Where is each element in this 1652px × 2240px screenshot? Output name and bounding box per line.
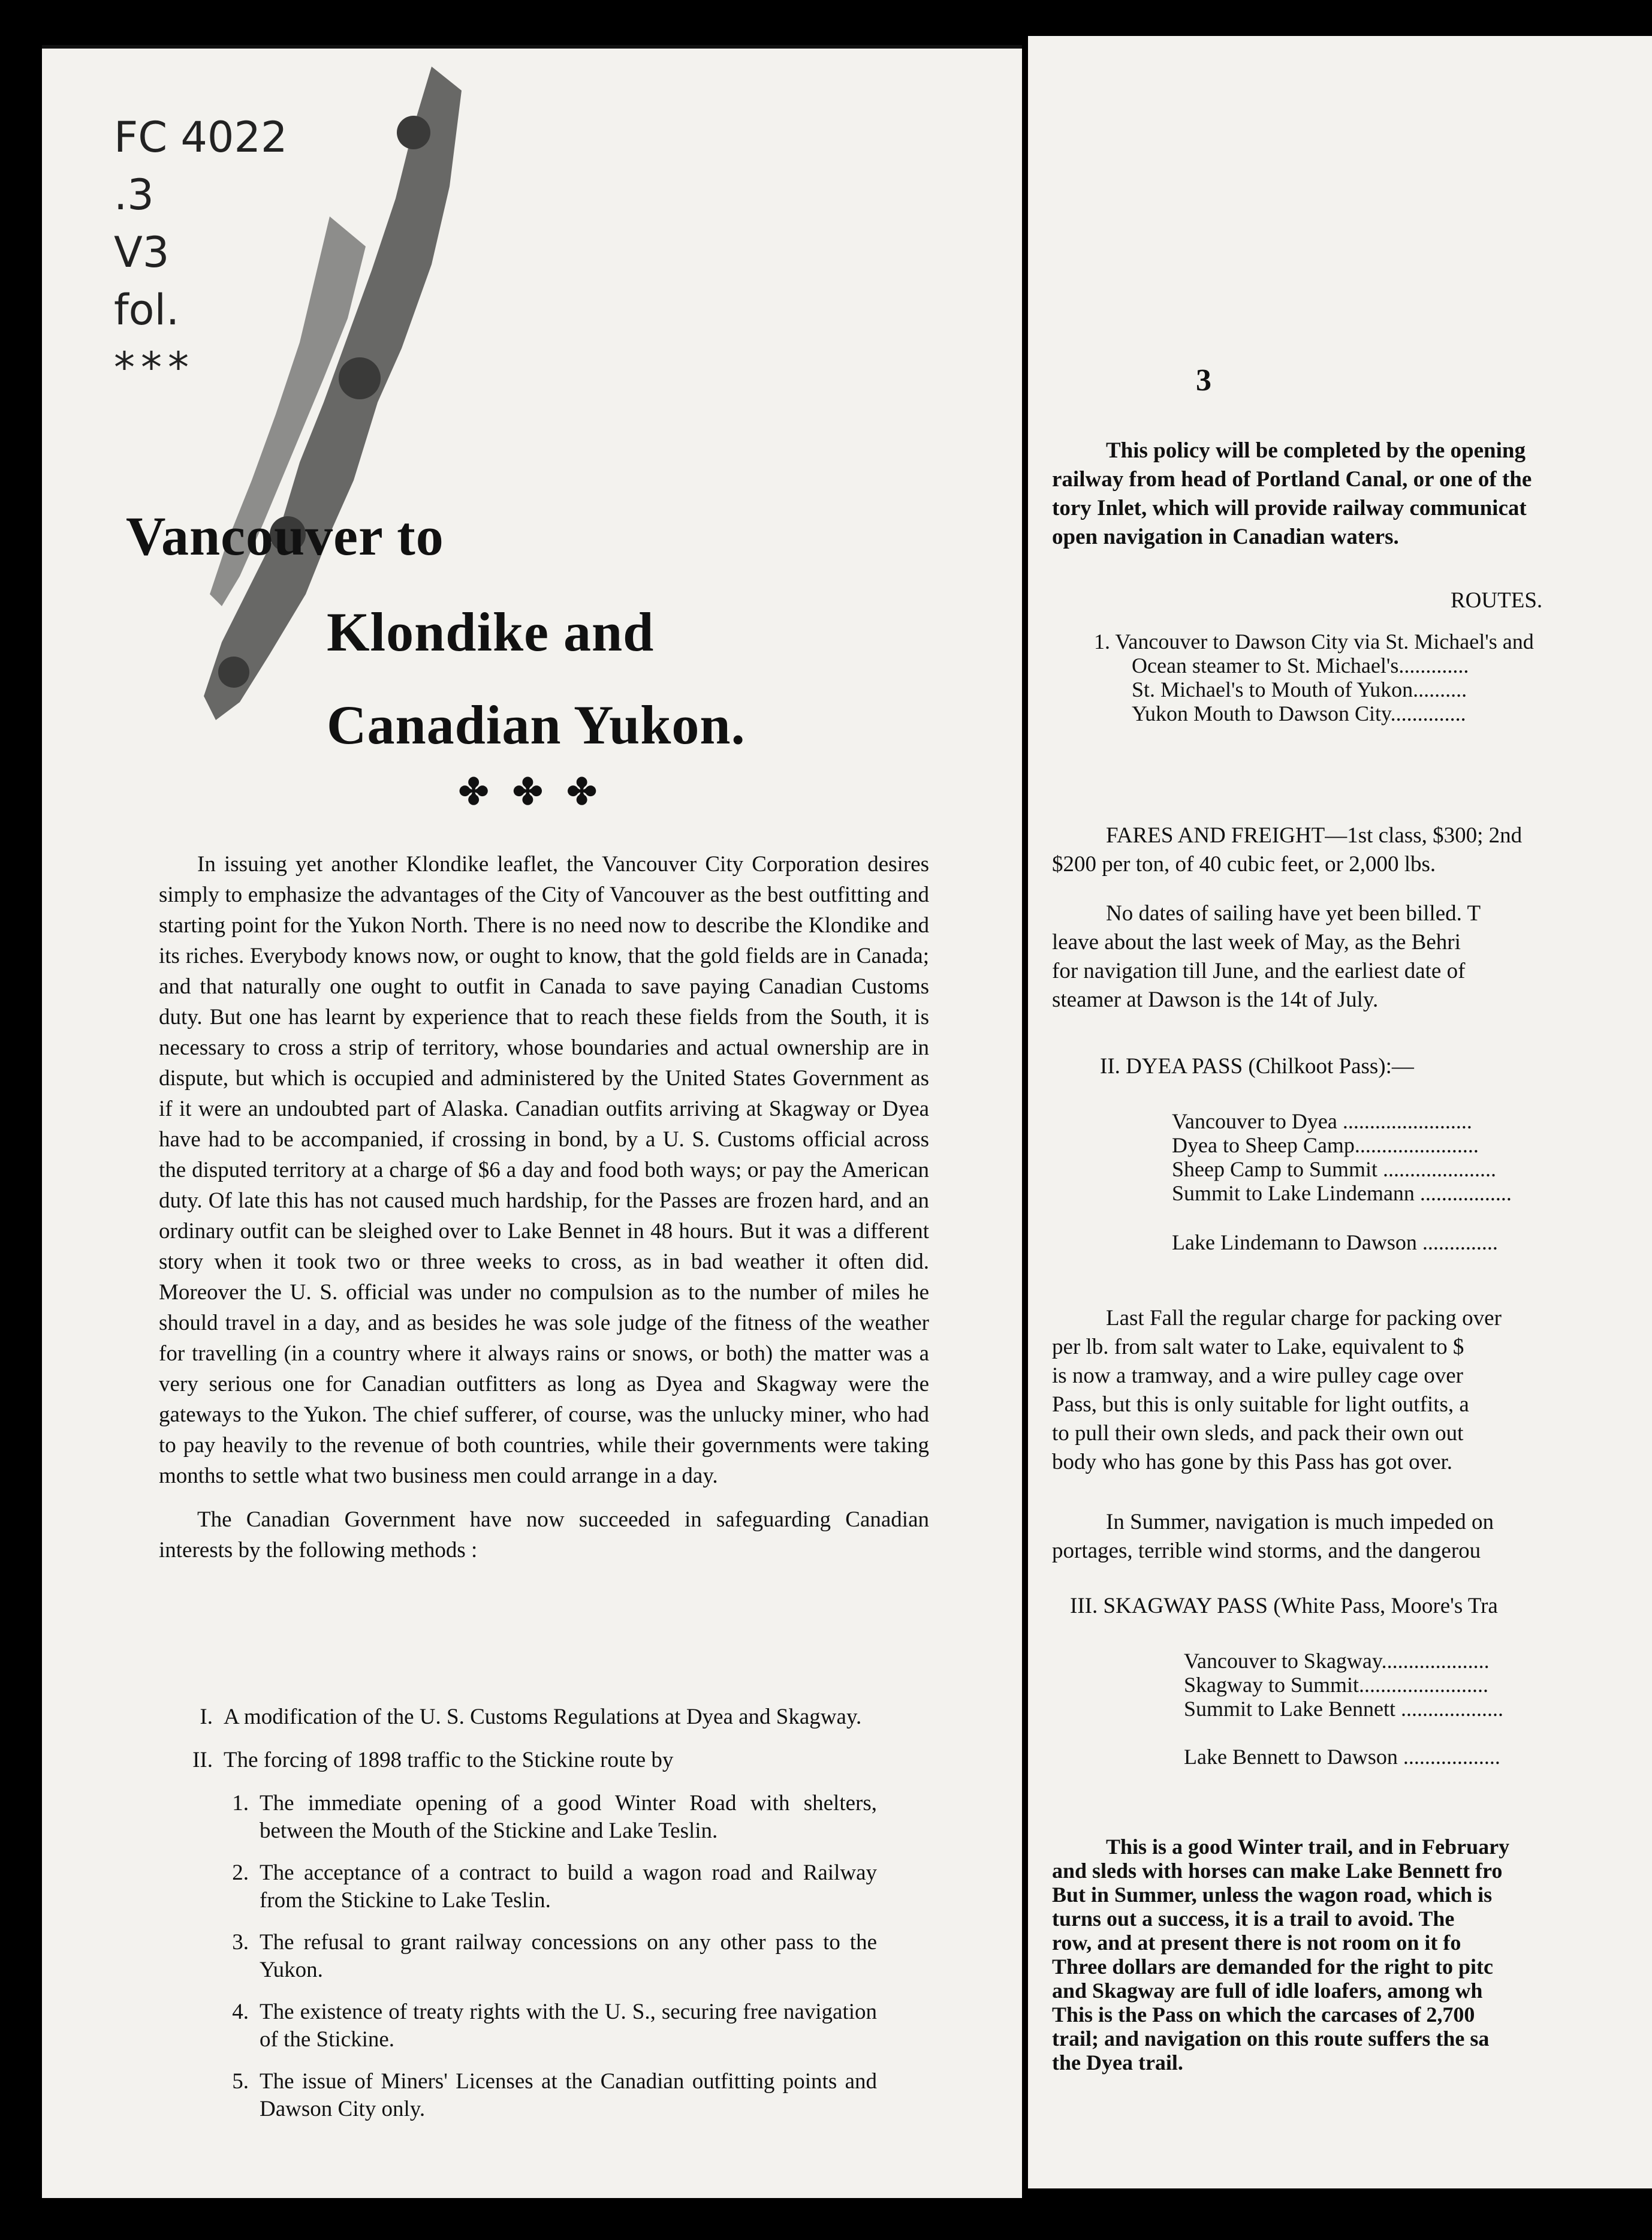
skagway-route-block xyxy=(1184,1649,1503,1769)
text-line: to pull their own sleds, and pack their own out xyxy=(1052,1421,1464,1446)
page-number: 3 xyxy=(1196,363,1211,398)
route-line: Vancouver to Dyea ........................ xyxy=(1172,1109,1472,1133)
dates-block xyxy=(1052,899,1481,1014)
title-line-3: Canadian Yukon. xyxy=(327,694,746,755)
sub-list-item-number: 4. xyxy=(232,2000,249,2024)
text-line: row, and at present there is not room on it fo xyxy=(1052,1931,1461,1955)
fares-block xyxy=(1052,821,1522,879)
route-line: St. Michael's to Mouth of Yukon.......... xyxy=(1132,678,1467,701)
text-line: Pass, but this is only suitable for light outfits, a xyxy=(1052,1392,1469,1417)
dyea-pass-heading: II. DYEA PASS (Chilkoot Pass):— xyxy=(1100,1054,1414,1079)
skagway-pass-heading: III. SKAGWAY PASS (White Pass, Moore's Tra xyxy=(1070,1594,1498,1618)
text-line: In Summer, navigation is much impeded on xyxy=(1106,1510,1494,1534)
text-line: leave about the last week of May, as the Behri xyxy=(1052,930,1461,955)
text-line: is now a tramway, and a wire pulley cage over xyxy=(1052,1363,1463,1388)
list-item xyxy=(159,1747,938,1774)
dyea-route-block xyxy=(1172,1109,1512,1254)
text-line: and Skagway are full of idle loafers, among wh xyxy=(1052,1979,1483,2003)
paragraph-2: The Canadian Government have now succeeded in safeguarding Canadian interests by the following methods : xyxy=(159,1507,929,1562)
route-line: Ocean steamer to St. Michael's............. xyxy=(1132,654,1469,678)
route-line: Lake Lindemann to Dawson .............. xyxy=(1172,1230,1498,1254)
title-line-2: Klondike and xyxy=(327,601,655,663)
sub-list-item-number: 5. xyxy=(232,2069,249,2094)
route-line: Dyea to Sheep Camp....................... xyxy=(1172,1133,1479,1157)
ornament-separator: ✤✤✤ xyxy=(459,772,621,812)
text-line: tory Inlet, which will provide railway communicat xyxy=(1052,496,1527,520)
sub-list xyxy=(195,1790,938,2123)
text-line: steamer at Dawson is the 14t of July. xyxy=(1052,987,1379,1012)
sub-list-item-text: The immediate opening of a good Winter Road with shelters, between the Mouth of the Stickine and Lake Teslin. xyxy=(260,1791,877,1843)
text-line: open navigation in Canadian waters. xyxy=(1052,525,1399,549)
text-line: turns out a success, it is a trail to avoid. The xyxy=(1052,1907,1455,1931)
route-line: Skagway to Summit........................ xyxy=(1184,1673,1489,1697)
sub-list-item-number: 1. xyxy=(232,1791,249,1816)
route-1-block xyxy=(1094,630,1534,725)
right-page xyxy=(1028,36,1652,2188)
text-line: This is the Pass on which the carcases of 2,700 xyxy=(1052,2003,1475,2027)
text-line: railway from head of Portland Canal, or one of the xyxy=(1052,467,1532,492)
route-line: Vancouver to Skagway.................... xyxy=(1184,1649,1490,1673)
sub-list-item xyxy=(195,1859,938,1914)
ink-smudge-image xyxy=(150,67,462,786)
sub-list-item-number: 2. xyxy=(232,1860,249,1885)
handwriting-line: FC 4022 xyxy=(114,113,288,162)
packing-block xyxy=(1052,1304,1502,1477)
text-line: Last Fall the regular charge for packing over xyxy=(1106,1306,1502,1330)
sub-list-item-text: The existence of treaty rights with the U. S., securing free navigation of the Stickine. xyxy=(260,2000,877,2052)
sub-list-item xyxy=(195,1998,938,2054)
sub-list-item-text: The issue of Miners' Licenses at the Canadian outfitting points and Dawson City only. xyxy=(260,2069,877,2121)
handwriting-line: fol. xyxy=(114,285,180,335)
text-line: per lb. from salt water to Lake, equivalent to $ xyxy=(1052,1335,1464,1359)
winter-trail-block xyxy=(1052,1835,1509,2075)
list-item-number: II. xyxy=(192,1748,213,1772)
sub-list-item-text: The refusal to grant railway concessions on any other pass to the Yukon. xyxy=(260,1930,877,1982)
paragraph-1: In issuing yet another Klondike leaflet, the Vancouver City Corporation desires simply to emphasize the advantages of the City of Vancouver as the best outfitting and starting point for the Yukon North. There is no need now to describe the Klondike and its riches. Everybody knows now, or ought to know, that the gold fields are in Canada; and that naturally one ought to outfit in Canada to save paying Canadian Customs duty. But one has learnt by experience that to reach these fields from the South, it is necessary to cross a strip of territory, whose boundaries and actual ownership are in dispute, but which is occupied and administered by the United States Government as if it were an undoubted part of Alaska. Canadian outfits arriving at Skagway or Dyea have had to be accompanied, if crossing in bond, by a U. S. Customs official across the disputed territory at a charge of $6 a day and food both ways; or pay the American duty. Of late this has not caused much hardship, for the Passes are frozen hard, and an ordinary outfit can be sleighed over to Lake Bennet in 48 hours. But it was a different story when it took two or three weeks to cross, as in bad weather it often did. Moreover the U. S. official was under no compulsion as to the number of miles he should travel in a day, and as besides he was sole judge of the fitness of the weather for travelling (in a country where it always rains or snows, or both) the matter was a very serious one for Canadian outfitters as long as Dyea and Skagway were the gateways to the Yukon. The chief sufferer, of course, was the unlucky miner, who had to pay heavily to the revenue of both countries, while their governments were taking months to settle what two business men could arrange in a day. xyxy=(159,852,929,1488)
title-line-1: Vancouver to xyxy=(126,505,444,567)
text-line: Three dollars are demanded for the right to pitc xyxy=(1052,1955,1493,1979)
text-line: But in Summer, unless the wagon road, which is xyxy=(1052,1883,1493,1907)
summer-block xyxy=(1052,1508,1494,1565)
text-line: for navigation till June, and the earliest date of xyxy=(1052,959,1466,983)
text-line: trail; and navigation on this route suffers the sa xyxy=(1052,2027,1490,2051)
route-line: 1. Vancouver to Dawson City via St. Michael's and xyxy=(1094,630,1534,654)
route-line: Lake Bennett to Dawson .................. xyxy=(1184,1745,1500,1769)
sub-list-item xyxy=(195,1790,938,1845)
list-item xyxy=(159,1703,938,1731)
text-line: and sleds with horses can make Lake Bennett fro xyxy=(1052,1859,1503,1883)
sub-list-item xyxy=(195,1929,938,1984)
text-line: the Dyea trail. xyxy=(1052,2051,1183,2075)
intro-block xyxy=(1052,436,1532,552)
sub-list-item xyxy=(195,2068,938,2123)
list-item-text: The forcing of 1898 traffic to the Stickine route by xyxy=(224,1748,674,1772)
handwriting-line: .3 xyxy=(114,170,154,219)
intro-body xyxy=(159,849,929,1565)
route-line: Yukon Mouth to Dawson City.............. xyxy=(1132,701,1466,725)
routes-heading: ROUTES. xyxy=(1451,588,1543,613)
list-item-number: I. xyxy=(200,1705,213,1729)
handwriting-line: *** xyxy=(114,343,195,392)
list-item-text: A modification of the U. S. Customs Regulations at Dyea and Skagway. xyxy=(224,1705,862,1729)
route-line: Summit to Lake Lindemann ................. xyxy=(1172,1181,1512,1205)
left-page xyxy=(42,45,1022,2198)
route-line: Sheep Camp to Summit ..................... xyxy=(1172,1157,1497,1181)
route-line: Summit to Lake Bennett ................... xyxy=(1184,1697,1503,1721)
text-line: This policy will be completed by the opening xyxy=(1106,438,1526,463)
sub-list-item-text: The acceptance of a contract to build a wagon road and Railway from the Stickine to Lake Teslin. xyxy=(260,1860,877,1913)
text-line: No dates of sailing have yet been billed. T xyxy=(1106,901,1481,926)
text-line: $200 per ton, of 40 cubic feet, or 2,000 lbs. xyxy=(1052,852,1436,877)
text-line: This is a good Winter trail, and in February xyxy=(1106,1835,1510,1859)
text-line: portages, terrible wind storms, and the dangerou xyxy=(1052,1539,1481,1563)
sub-list-item-number: 3. xyxy=(232,1930,249,1955)
methods-list xyxy=(159,1703,938,2123)
handwriting-line: V3 xyxy=(114,228,170,277)
text-line: FARES AND FREIGHT—1st class, $300; 2nd xyxy=(1106,823,1523,848)
text-line: body who has gone by this Pass has got over. xyxy=(1052,1450,1453,1474)
